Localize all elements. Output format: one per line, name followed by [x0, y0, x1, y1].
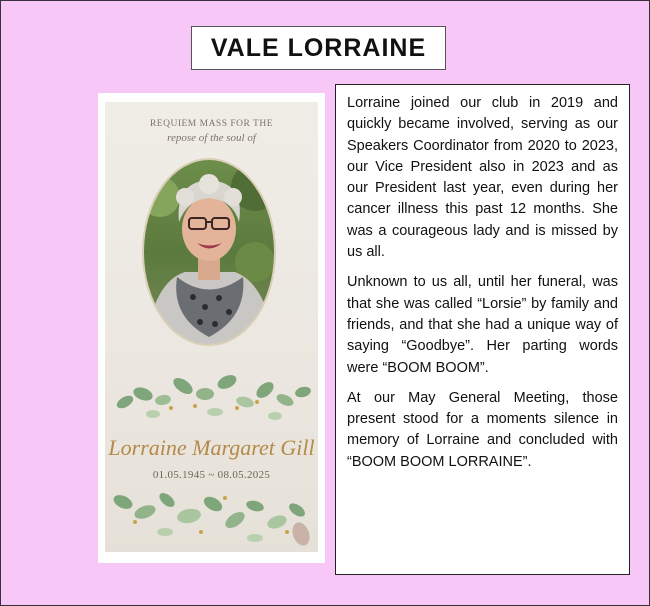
lower-foliage — [111, 490, 312, 548]
portrait-photo — [135, 152, 285, 352]
card-requiem-line: REQUIEM MASS FOR THE — [149, 119, 274, 129]
memorial-card-artwork — [105, 102, 318, 552]
card-deceased-name: Lorraine Margaret Gill — [108, 435, 315, 460]
tribute-text-box — [335, 84, 630, 575]
memorial-card-face — [105, 102, 318, 552]
tribute-paragraph-3: At our May General Meeting, those present stood for a moments silence in memory of Lorraine and concluded with “BOOM BOOM LORRAINE”. — [347, 389, 618, 470]
tribute-paragraph-2: Unknown to us all, until her funeral, was that she was called “Lorsie” by family and friends, and that she had a unique way of saying “Goodbye”. Her parting words were “BOOM BOOM”. — [347, 274, 618, 376]
card-repose-line: repose of the soul of — [167, 132, 256, 144]
tribute-paragraph-1: Lorraine joined our club in 2019 and quickly became involved, serving as our Speakers Coordinator from 2020 to 2023, our Vice President also in 2023 and as our President last year, even during her cancer illness this past 12 months. She was a courageous lady and is missed by us all. — [347, 95, 618, 261]
upper-foliage — [115, 372, 312, 420]
page-title: VALE LORRAINE — [191, 26, 446, 70]
memorial-card — [98, 93, 325, 563]
card-life-dates: 01.05.1945 ~ 08.05.2025 — [152, 469, 271, 481]
